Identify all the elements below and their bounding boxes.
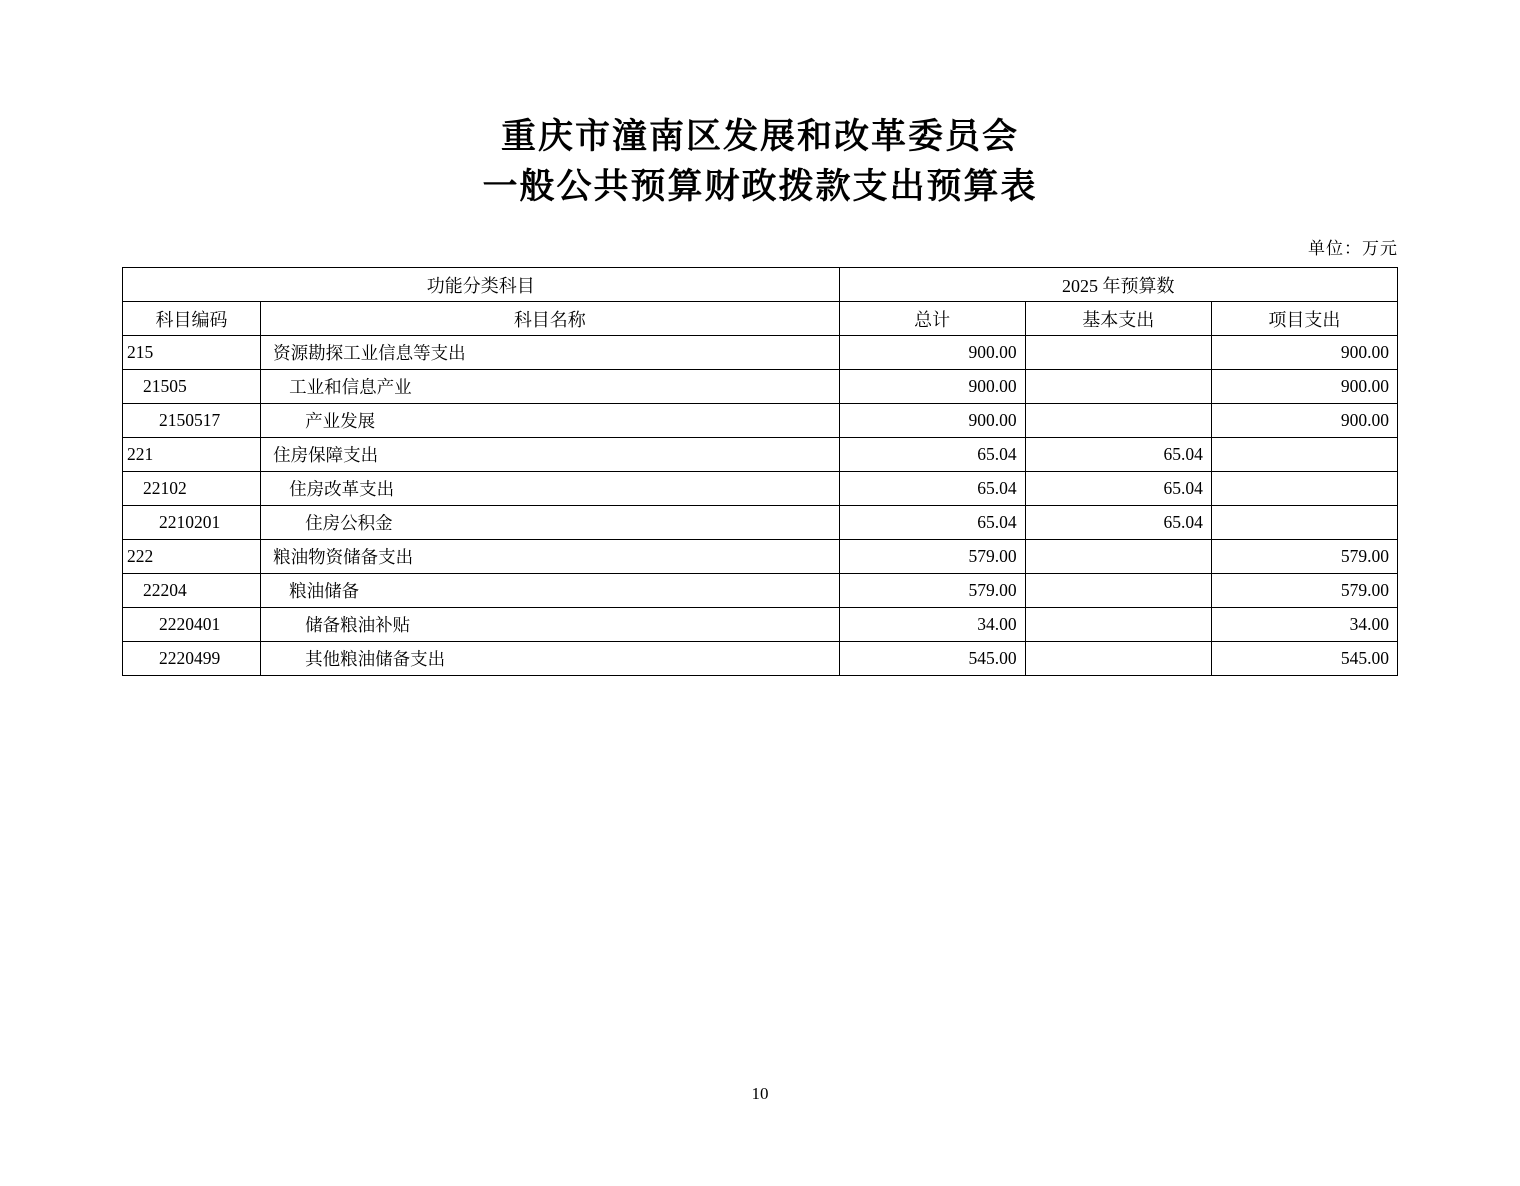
cell-basic bbox=[1025, 336, 1211, 370]
cell-basic: 65.04 bbox=[1025, 438, 1211, 472]
cell-code: 2210201 bbox=[123, 506, 261, 540]
cell-project: 900.00 bbox=[1211, 404, 1397, 438]
cell-basic: 65.04 bbox=[1025, 472, 1211, 506]
cell-total: 65.04 bbox=[839, 472, 1025, 506]
column-header-code: 科目编码 bbox=[123, 302, 261, 336]
document-page bbox=[0, 112, 1520, 1186]
cell-code: 222 bbox=[123, 540, 261, 574]
cell-project: 579.00 bbox=[1211, 540, 1397, 574]
header-budget-year: 2025 年预算数 bbox=[839, 268, 1397, 302]
unit-note: 单位：万元 bbox=[1308, 239, 1398, 258]
table-row bbox=[123, 404, 1398, 438]
cell-code: 2220499 bbox=[123, 642, 261, 676]
table-row bbox=[123, 506, 1398, 540]
column-header-basic: 基本支出 bbox=[1025, 302, 1211, 336]
cell-code: 22102 bbox=[123, 472, 261, 506]
table-row bbox=[123, 472, 1398, 506]
table-row bbox=[123, 608, 1398, 642]
cell-basic bbox=[1025, 608, 1211, 642]
cell-name: 储备粮油补贴 bbox=[261, 608, 839, 642]
cell-basic: 65.04 bbox=[1025, 506, 1211, 540]
cell-total: 579.00 bbox=[839, 574, 1025, 608]
cell-name: 工业和信息产业 bbox=[261, 370, 839, 404]
cell-name: 其他粮油储备支出 bbox=[261, 642, 839, 676]
cell-total: 900.00 bbox=[839, 370, 1025, 404]
cell-code: 221 bbox=[123, 438, 261, 472]
cell-name: 资源勘探工业信息等支出 bbox=[261, 336, 839, 370]
document-title bbox=[0, 112, 1520, 212]
table-row bbox=[123, 336, 1398, 370]
cell-code: 2150517 bbox=[123, 404, 261, 438]
budget-table-body bbox=[123, 336, 1398, 676]
cell-project bbox=[1211, 472, 1397, 506]
cell-basic bbox=[1025, 540, 1211, 574]
header-classification: 功能分类科目 bbox=[123, 268, 840, 302]
cell-total: 545.00 bbox=[839, 642, 1025, 676]
cell-total: 65.04 bbox=[839, 438, 1025, 472]
column-header-total: 总计 bbox=[839, 302, 1025, 336]
budget-table-wrapper bbox=[122, 267, 1398, 676]
cell-project: 34.00 bbox=[1211, 608, 1397, 642]
cell-code: 2220401 bbox=[123, 608, 261, 642]
cell-total: 900.00 bbox=[839, 404, 1025, 438]
table-group-header-row bbox=[123, 268, 1398, 302]
table-column-header-row bbox=[123, 302, 1398, 336]
title-line-2: 一般公共预算财政拨款支出预算表 bbox=[482, 167, 1038, 206]
cell-name: 住房公积金 bbox=[261, 506, 839, 540]
cell-basic bbox=[1025, 370, 1211, 404]
table-row bbox=[123, 438, 1398, 472]
table-row bbox=[123, 370, 1398, 404]
column-header-name: 科目名称 bbox=[261, 302, 839, 336]
cell-project: 579.00 bbox=[1211, 574, 1397, 608]
cell-total: 579.00 bbox=[839, 540, 1025, 574]
cell-name: 住房改革支出 bbox=[261, 472, 839, 506]
cell-name: 粮油物资储备支出 bbox=[261, 540, 839, 574]
budget-table bbox=[122, 267, 1398, 676]
cell-name: 粮油储备 bbox=[261, 574, 839, 608]
cell-total: 34.00 bbox=[839, 608, 1025, 642]
title-line-1: 重庆市潼南区发展和改革委员会 bbox=[500, 117, 1019, 156]
cell-basic bbox=[1025, 574, 1211, 608]
column-header-project: 项目支出 bbox=[1211, 302, 1397, 336]
cell-total: 65.04 bbox=[839, 506, 1025, 540]
cell-project: 545.00 bbox=[1211, 642, 1397, 676]
cell-project: 900.00 bbox=[1211, 336, 1397, 370]
table-row bbox=[123, 574, 1398, 608]
cell-project: 900.00 bbox=[1211, 370, 1397, 404]
cell-name: 住房保障支出 bbox=[261, 438, 839, 472]
cell-basic bbox=[1025, 642, 1211, 676]
table-row bbox=[123, 540, 1398, 574]
table-row bbox=[123, 642, 1398, 676]
cell-code: 22204 bbox=[123, 574, 261, 608]
cell-project bbox=[1211, 506, 1397, 540]
cell-project bbox=[1211, 438, 1397, 472]
cell-code: 215 bbox=[123, 336, 261, 370]
cell-basic bbox=[1025, 404, 1211, 438]
cell-name: 产业发展 bbox=[261, 404, 839, 438]
page-number: 10 bbox=[751, 1084, 769, 1103]
cell-code: 21505 bbox=[123, 370, 261, 404]
cell-total: 900.00 bbox=[839, 336, 1025, 370]
